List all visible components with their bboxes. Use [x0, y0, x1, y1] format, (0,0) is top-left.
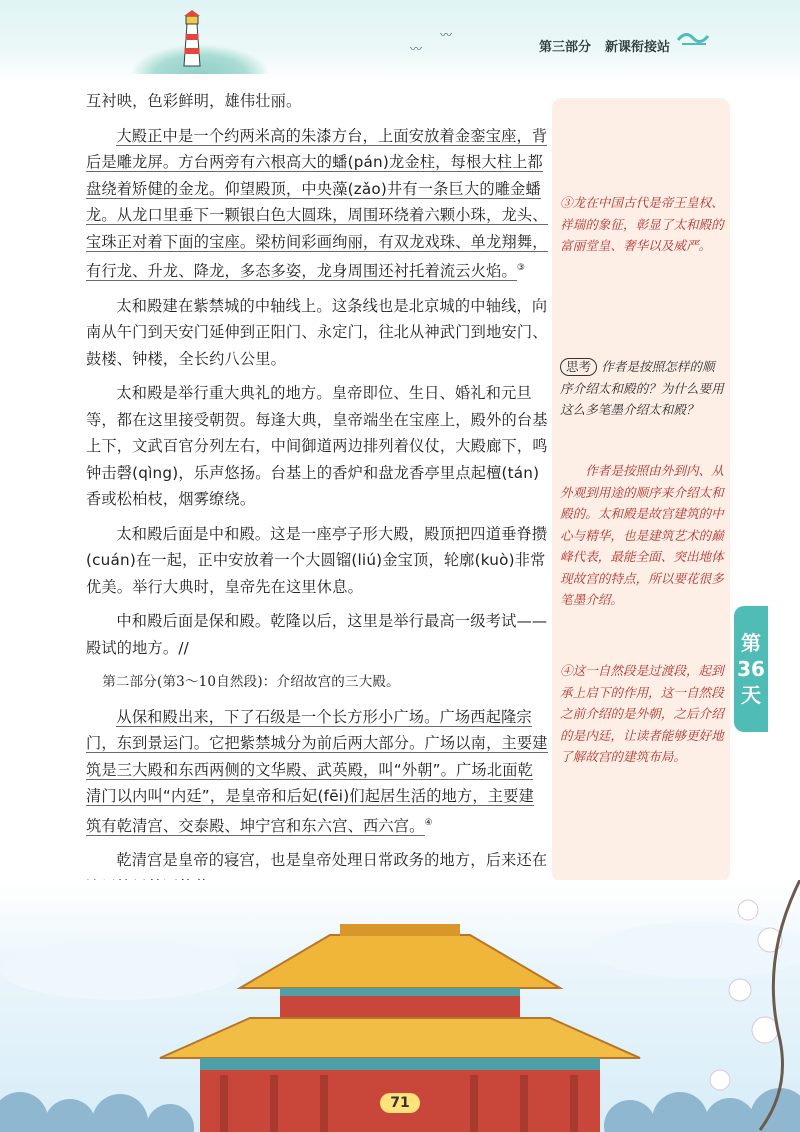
section-annotation: 第二部分(第3～10自然段)：介绍故宫的三大殿。 [102, 674, 400, 691]
paragraph: 太和殿建在紫禁城的中轴线上。这条线也是北京城的中轴线，向南从午门到天安门延伸到正阳门、永定门，往北从神武门到地安门、鼓楼、钟楼，全长约八公里。 [86, 296, 548, 368]
page-number [370, 1088, 430, 1118]
main-text [86, 88, 548, 969]
think-question: 作者是按照怎样的顺序介绍太和殿的？为什么要用这么多笔墨介绍太和殿？ [560, 359, 724, 417]
bird-icon: 〰 [440, 28, 453, 42]
think-answer: 作者是按照由外到内、从外观到用途的顺序来介绍太和殿的。太和殿是故宫建筑的中心与精华，也是建筑艺术的巅峰代表，最能全面、突出地体现故宫的特点，所以要花很多笔墨介绍。 [560, 463, 724, 607]
paragraph: 中和殿后面是保和殿。乾隆以后，这里是举行最高一级考试——殿试的地方。// [86, 612, 548, 657]
day-tab-number: 36 [737, 657, 765, 681]
paragraph [86, 704, 548, 840]
lighthouse-icon [172, 10, 212, 70]
annotation-note-3: ③龙在中国古代是帝王皇权、祥瑞的象征，彰显了太和殿的富丽堂皇、奢华以及威严。 [560, 195, 724, 253]
think-question-block [560, 356, 726, 421]
section-label: 第三部分 [538, 40, 591, 55]
paragraph [86, 123, 548, 285]
wave-logo-icon [676, 28, 710, 48]
day-tab [734, 606, 768, 732]
annotation-note-4: ④这一自然段是过渡段，起到承上启下的作用，这一自然段之前介绍的是外朝，之后介绍的是内廷，让读者能够更好地了解故宫的建筑布局。 [560, 663, 724, 764]
paragraph: 互衬映，色彩鲜明，雄伟壮丽。 [86, 92, 302, 110]
header-text [539, 36, 670, 55]
paragraph: 太和殿是举行重大典礼的地方。皇帝即位、生日、婚礼和元旦等，都在这里接受朝贺。每逢大典，皇帝端坐在宝座上，殿外的台基上下，文武百官分列左右，中间御道两边排列着仪仗，大殿廊下，鸣钟击磬(qìng)，乐声悠扬。台基上的香炉和盘龙香亭里点起檀(tán)香或松柏枝，烟雾缭绕。 [86, 384, 548, 509]
underlined-text: 从保和殿出来，下了石级是一个长方形小广场。广场西起隆宗门，东到景运门。它把紫禁城分为前后两大部分。广场以南，主要建筑是三大殿和东西两侧的文华殿、武英殿，叫“外朝”。广场北面乾清门以内叫“内廷”，是皇帝和后妃(fēi)们起居生活的地方，主要建筑有乾清宫、交泰殿、坤宁宫和东六宫、西六宫。 [86, 707, 548, 835]
day-tab-suffix: 天 [741, 683, 761, 707]
footnote-mark: ④ [424, 817, 433, 828]
section-title: 新课衔接站 [604, 40, 670, 55]
day-tab-prefix: 第 [741, 631, 761, 655]
page-number-label: 71 [380, 1093, 419, 1113]
page-header [0, 0, 800, 80]
think-label: 思考 [560, 358, 597, 376]
paragraph: 乾清宫是皇帝的寝宫，也是皇帝处理日常政务的地方，后来还在 [116, 851, 548, 870]
paragraph: 太和殿后面是中和殿。这是一座亭子形大殿，殿顶把四道垂脊攒(cuán)在一起，正中安放着一个大圆镏(liú)金宝顶，轮廓(kuò)非常优美。举行大典时，皇帝先在这里休息。 [86, 524, 548, 596]
footnote-mark: ③ [516, 263, 526, 273]
bird-icon: 〰 [410, 42, 423, 56]
underlined-text: 大殿正中是一个约两米高的朱漆方台，上面安放着金銮宝座，背后是雕龙屏。方台两旁有六根高大的蟠(pán)龙金柱，每根大柱上都盘绕着矫健的金龙。仰望殿顶，中央藻(zǎo)井有一条巨大的雕金蟠龙。从龙口里垂下一颗银白色大圆珠，周围环绕着六颗小珠，龙头、宝珠正对着下面的宝座。梁枋间彩画绚丽，有双龙戏珠、单龙翔舞，有行龙、升龙、降龙，多态多姿，龙身周围还衬托着流云火焰。 [86, 126, 548, 281]
